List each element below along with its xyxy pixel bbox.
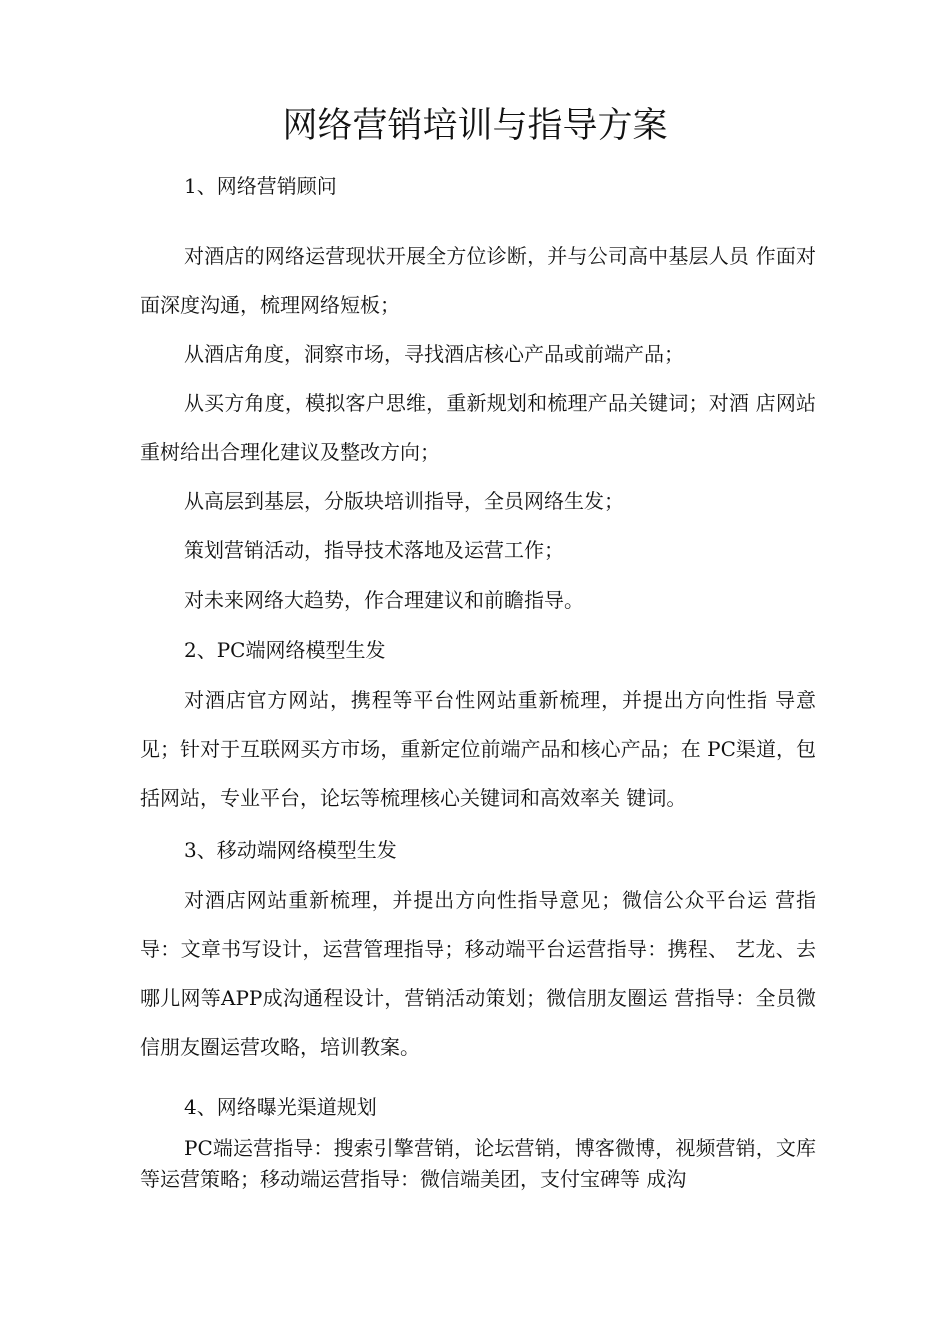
section-3-paragraph-1: 对酒店网站重新梳理，并提出方向性指导意见；微信公众平台运 营指导：文章书写设计，运营管理指导；移动端平台运营指导：携程、 艺龙、去哪儿网等APP成沟通程设计，营销活动策划；微信朋友圈运 营指导：全员微信朋友圈运营攻略，培训教案。	[140, 888, 816, 1059]
section-1-paragraph-3: 从买方角度，模拟客户思维，重新规划和梳理产品关键词；对酒 店网站重树给出合理化建议及整改方向；	[140, 391, 816, 464]
section-2-paragraph-1: 对酒店官方网站，携程等平台性网站重新梳理，并提出方向性指 导意见；针对于互联网买方市场，重新定位前端产品和核心产品；在 PC渠道，包括网站，专业平台，论坛等梳理核心关键词和高效率关 键词。	[140, 688, 816, 810]
section-1-paragraph-2: 从酒店角度，洞察市场，寻找酒店核心产品或前端产品；	[184, 342, 684, 366]
section-4-paragraph-1: PC端运营指导：搜索引擎营销，论坛营销，博客微博，视频营销，文库等运营策略；移动端运营指导：微信端美团，支付宝碑等 成沟	[140, 1136, 816, 1191]
section-1-paragraph-1: 对酒店的网络运营现状开展全方位诊断，并与公司高中基层人员 作面对面深度沟通，梳理网络短板；	[140, 244, 816, 317]
section-1-heading: 1、网络营销顾问	[184, 174, 337, 198]
section-2-heading: 2、PC端网络模型生发	[184, 638, 386, 662]
section-3-heading: 3、移动端网络模型生发	[184, 838, 397, 862]
section-1-paragraph-6: 对未来网络大趋势，作合理建议和前瞻指导。	[184, 588, 584, 612]
section-1-paragraph-4: 从高层到基层，分版块培训指导，全员网络生发；	[184, 489, 624, 513]
section-1-paragraph-5: 策划营销活动，指导技术落地及运营工作；	[184, 538, 564, 562]
section-4-heading: 4、网络曝光渠道规划	[184, 1095, 377, 1119]
document-title: 网络营销培训与指导方案	[282, 106, 668, 146]
